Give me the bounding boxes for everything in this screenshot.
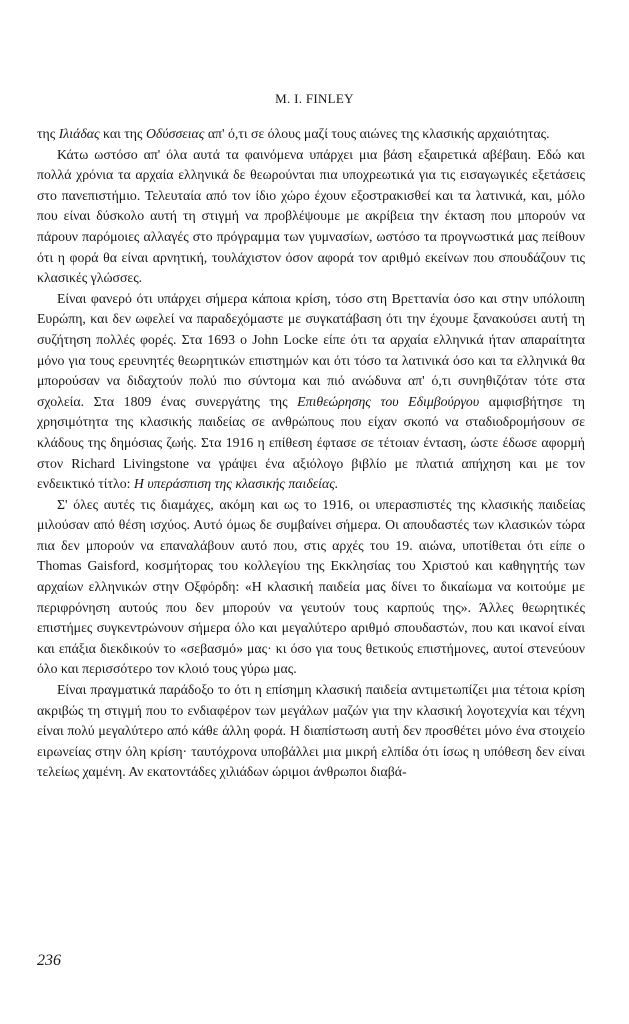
italic-title-run: Η υπεράσπιση της κλασικής παιδείας. xyxy=(133,476,339,492)
text-run: Είναι φανερό ότι υπάρχει σήμερα κάποια κρίση, τόσο στη Βρεττανία όσο και στην υπόλοιπη Ευρώπη, και δεν ωφελεί να παραδεχόμαστε με συγκατάβαση ότι την έχουμε ξανακούσει αυτή τη συζήτηση πολλές φορές. Στα 1693 ο John Locke είπε ότι τα αρχαία ελληνικά ήταν απαραίτητα μόνο για τους ερευνητές θεωρητικών επιστημών και ότι τόσο τα λατινικά όσο και τα ελληνικά θα μπορούσαν να διδαχτούν πολύ πιο σύντομα και πιό ανώδυνα απ' ό,τι συνηθιζόταν τότε στα σχολεία. Στα 1809 ένας συνεργάτης της xyxy=(37,290,585,409)
text-run: απ' ό,τι σε όλους μαζί τους αιώνες της κλασικής αρχαιότητας. xyxy=(204,126,550,141)
page-number: 236 xyxy=(37,952,61,969)
paragraph xyxy=(37,124,585,145)
text-run: Σ' όλες αυτές τις διαμάχες, ακόμη και ως το 1916, οι υπερασπιστές της κλασικής παιδείας μιλούσαν από θέση ισχύος. Αυτό όμως δε συμβαίνει σήμερα. Οι απουδαστές των κλασικών τώρα πια δεν μπορούν να επαναλάβουν αυτό που, στις αρχές του 19. αιώνα, υποτίθεται ότι είπε ο Thomas Gaisford, κοσμήτορας του κολλεγίου της Εκκλησίας του Χριστού και καθηγητής των αρχαίων ελληνικών στην Οξφόρδη: «Η κλασική παιδεία μας δίνει το δικαίωμα να κοιτούμε με περιφρόνηση αυτούς που δεν μπορούν να γευτούν τους καρπούς της». Άλλες θεωρητικές επιστήμες συγκεντρώνουν σήμερα όλο και μεγαλύτερο αριθμό σπουδαστών, που και ικανοί είναι και επάξια διεκδικούν το «σεβασμό» μας· κι όσο για τους θετικούς επιστήμονες, αυτοί στενεύουν όλο και περισσότερο τον κλοιό τους γύρω μας. xyxy=(37,496,585,677)
text-run: αμφισβήτησε τη χρησιμότητα της κλασικής παιδείας σε ανθρώπους που είχαν σκοπό να σταδιοδρομήσουν σε κλάδους της δημόσιας ζωής. Στα 1916 η επίθεση έφτασε σε τέτοιαν ένταση, ώστε έδωσε αφορμή στον Richard Livingstone να γράψει ένα αξιόλογο βιβλίο με πλατιά απήχηση και με τον ενδεικτικό τίτλο: xyxy=(37,393,585,492)
body-text xyxy=(37,124,585,783)
text-run: και της xyxy=(99,126,146,141)
italic-title-run: Ιλιάδας xyxy=(58,126,100,141)
paragraph xyxy=(37,145,585,289)
italic-title-run: Επιθεώρησης του Εδιμβούργου xyxy=(297,393,480,409)
italic-title-run: Οδύσσειας xyxy=(145,126,205,141)
paragraph xyxy=(37,495,585,680)
paragraph xyxy=(37,289,585,495)
running-head: M. I. FINLEY xyxy=(275,91,354,106)
text-run: Είναι πραγματικά παράδοξο το ότι η επίσημη κλασική παιδεία αντιμετωπίζει μια τέτοια κρίση ακριβώς τη στιγμή που το ενδιαφέρον των μεγάλων μαζών για την κλασική λογοτεχνία και τέχνη είναι πολύ μεγαλύτερο από κάθε άλλη φορά. Η διαπίστωση αυτή δεν προσθέτει μόνο ένα στοιχείο ειρωνείας στην όλη κρίση· ταυτόχρονα υποβάλλει μια μικρή ελπίδα ότι ίσως η υπόθεση δεν είναι τελείως χαμένη. Αν εκατοντάδες χιλιάδων ώριμοι άνθρωποι διαβά- xyxy=(37,682,585,780)
text-run: της xyxy=(37,126,59,141)
paragraph xyxy=(37,680,585,783)
text-run: Κάτω ωστόσο απ' όλα αυτά τα φαινόμενα υπάρχει μια βάση εξαιρετικά αβέβαιη. Εδώ και πολλά χρόνια τα αρχαία ελληνικά δε θεωρούνται πια υποχρεωτικά για τις εισαγωγικές εξετάσεις στο πανεπιστήμιο. Τελευταία από τον ίδιο χώρο έχουν εξοστρακισθεί και τα λατινικά, και, μόλο που είναι δύσκολο αυτή τη στιγμή να προβλέψουμε με ακρίβεια την έκταση που μπορούν να πάρουν παρόμοιες αλλαγές στο πρόγραμμα των γυμνασίων, ωστόσο τα προγνωστικά μας πείθουν ότι η φορά θα είναι αρνητική, τουλάχιστον όσον αφορά τον αριθμό εκείνων που σπουδάζουν τις κλασικές γλώσσες. xyxy=(37,146,585,286)
